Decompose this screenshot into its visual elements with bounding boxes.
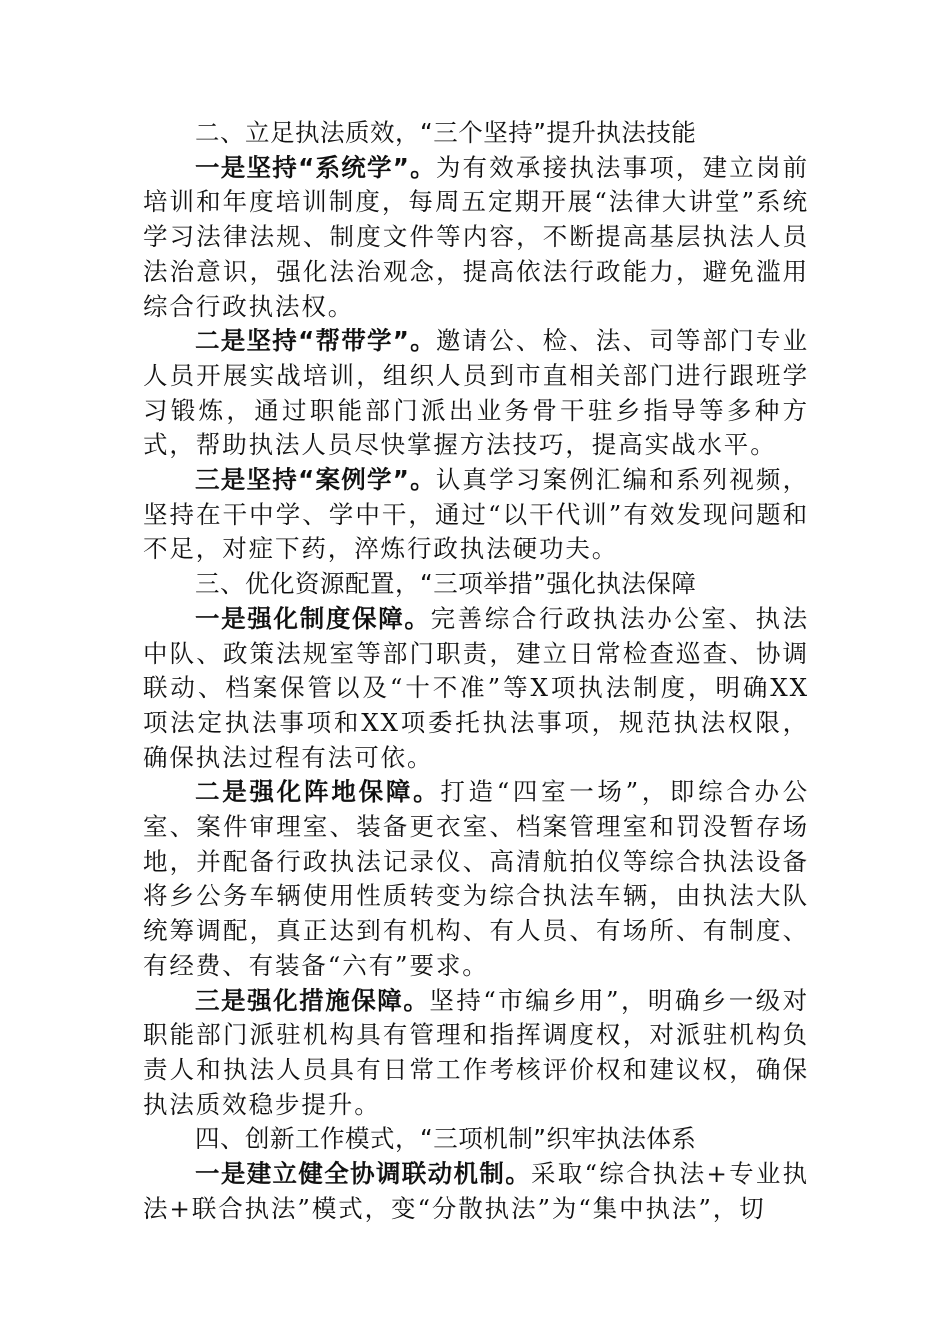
section-2 xyxy=(143,116,809,567)
paragraph xyxy=(143,602,809,776)
section-4 xyxy=(143,1122,809,1226)
paragraph xyxy=(143,1157,809,1226)
document-page xyxy=(143,116,809,1227)
paragraph xyxy=(143,984,809,1123)
section-heading: 三、优化资源配置，“三项举措”强化执法保障 xyxy=(195,569,697,599)
paragraph-body: 邀请公、检、法、司等部门专业人员开展实战培训，组织人员到市直相关部门进行跟班学习锻炼，通过职能部门派出业务骨干驻乡指导等多种方式，帮助执法人员尽快掌握方法技巧，提高实战水平。 xyxy=(143,326,809,460)
paragraph-lead: 三是坚持“案例学”。 xyxy=(195,465,436,495)
paragraph-body: 完善综合行政执法办公室、执法中队、政策法规室等部门职责，建立日常检查巡查、协调联动、档案保管以及“十不准”等X项执法制度，明确XX项法定执法事项和XX项委托执法事项，规范执法权限，确保执法过程有法可依。 xyxy=(143,603,809,772)
paragraph xyxy=(143,463,809,567)
paragraph-lead: 二是坚持“帮带学”。 xyxy=(195,326,436,356)
section-heading: 四、创新工作模式，“三项机制”织牢执法体系 xyxy=(195,1124,697,1154)
section-heading: 二、立足执法质效，“三个坚持”提升执法技能 xyxy=(195,118,697,147)
paragraph xyxy=(143,775,809,983)
paragraph-body: 坚持“市编乡用”，明确乡一级对职能部门派驻机构具有管理和指挥调度权，对派驻机构负责人和执法人员具有日常工作考核评价权和建议权，确保执法质效稳步提升。 xyxy=(143,985,809,1119)
paragraph-body: 为有效承接执法事项，建立岗前培训和年度培训制度，每周五定期开展“法律大讲堂”系统学习法律法规、制度文件等内容，不断提高基层执法人员法治意识，强化法治观念，提高依法行政能力，避免滥用综合行政执法权。 xyxy=(143,152,809,321)
paragraph-body: 打造“四室一场”，即综合办公室、案件审理室、装备更衣室、档案管理室和罚没暂存场地，并配备行政执法记录仪、高清航拍仪等综合执法设备将乡公务车辆使用性质转变为综合执法车辆，由执法大队统筹调配，真正达到有机构、有人员、有场所、有制度、有经费、有装备“六有”要求。 xyxy=(143,777,809,980)
paragraph-body: 认真学习案例汇编和系列视频，坚持在干中学、学中干，通过“以干代训”有效发现问题和不足，对症下药，淬炼行政执法硬功夫。 xyxy=(143,465,809,564)
paragraph xyxy=(143,324,809,463)
paragraph-lead: 一是强化制度保障。 xyxy=(195,603,431,633)
paragraph-lead: 一是坚持“系统学”。 xyxy=(195,152,436,182)
paragraph xyxy=(143,151,809,325)
paragraph-body: 采取“综合执法+专业执法+联合执法”模式，变“分散执法”为“集中执法”，切 xyxy=(143,1159,809,1223)
paragraph-lead: 二是强化阵地保障。 xyxy=(195,777,441,807)
section-3 xyxy=(143,567,809,1122)
paragraph-lead: 三是强化措施保障。 xyxy=(195,985,430,1015)
paragraph-lead: 一是建立健全协调联动机制。 xyxy=(195,1159,532,1189)
